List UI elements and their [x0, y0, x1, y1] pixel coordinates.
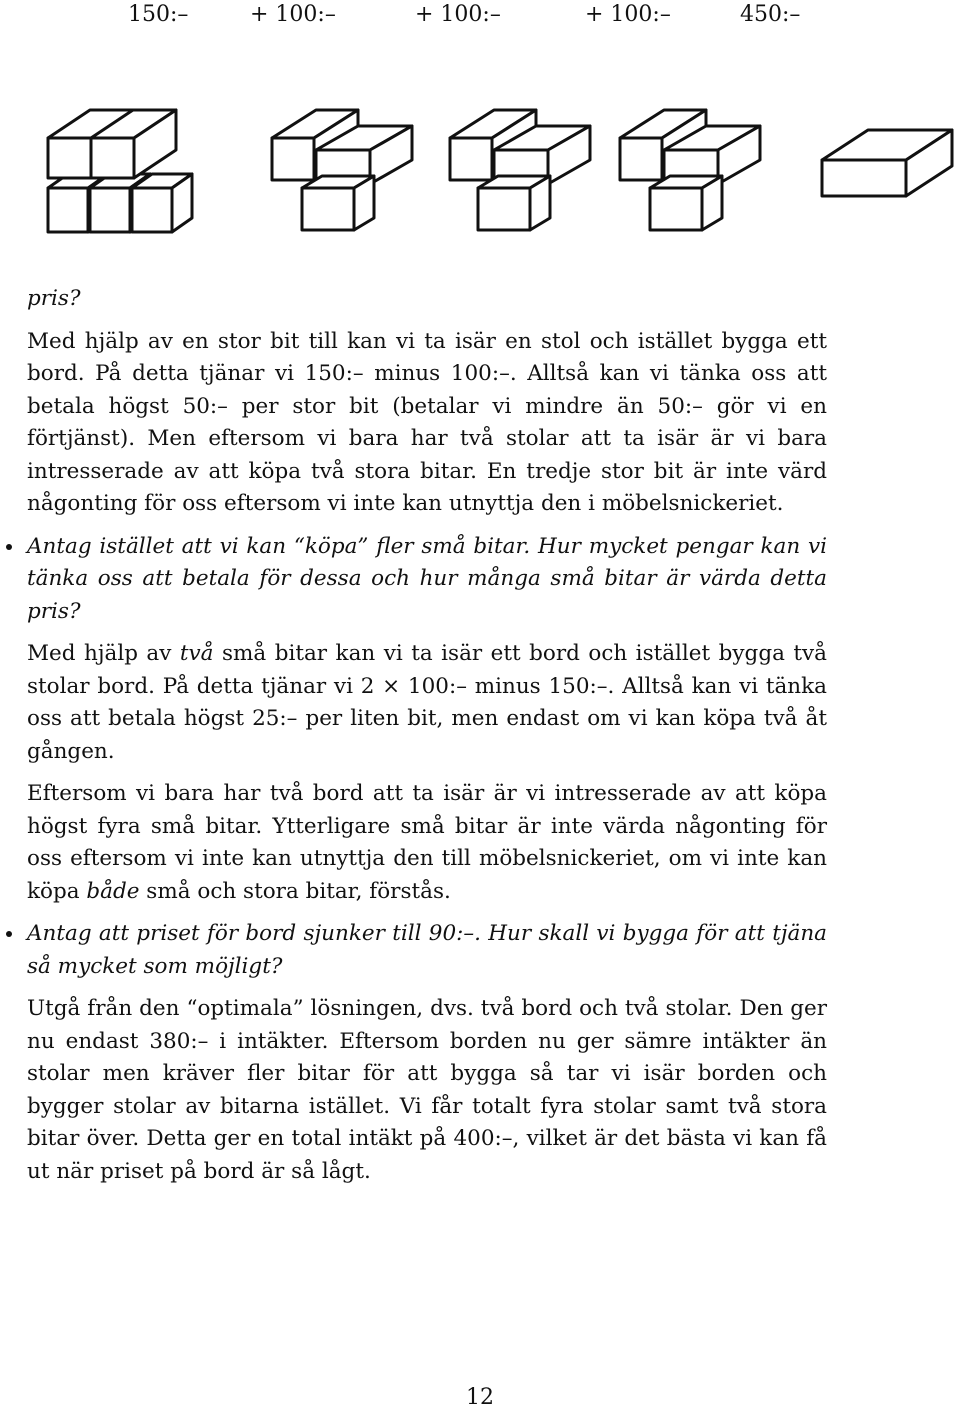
- price-addend-2: + 100:–: [415, 2, 501, 27]
- answer-paragraph-2: Med hjälp av två små bitar kan vi ta isär ett bord och istället bygga två stolar bord. På detta tjänar vi 2 × 100:– minus 150:–. Alltså kan vi tänka oss att betala högst 25:– per liten bit, men endast om vi kan köpa två åt gången.: [27, 641, 827, 764]
- question-3-text: Antag att priset för bord sjunker till 90:–. Hur skall vi bygga för att tjäna så mycket som möjligt?: [27, 921, 827, 979]
- bullet-dot: [6, 931, 12, 937]
- price-table: 150:–: [128, 2, 189, 27]
- bullet-dot: [6, 544, 12, 550]
- document-body: [27, 283, 827, 1188]
- emphasis-two: två: [179, 641, 214, 666]
- price-row: [0, 0, 960, 34]
- table-figure: [48, 110, 192, 232]
- answer-paragraph-1: Med hjälp av en stor bit till kan vi ta isär en stol och istället bygga ett bord. På detta tjänar vi 150:– minus 100:–. Alltså kan vi tänka oss att betala högst 50:– per stor bit (betalar vi mindre än 50:– gör vi en förtjänst). Men eftersom vi bara har två stolar att ta isär är vi bara intresserade av att köpa två stora bitar. En tredje stor bit är inte värd någonting för oss eftersom vi inte kan utnyttja den i möbelsnickeriet.: [27, 328, 827, 516]
- emphasis-both: både: [86, 878, 140, 904]
- bullet-question-3: [27, 918, 827, 983]
- chair-figure-2: [450, 110, 590, 230]
- answer-paragraph-4: Utgå från den “optimala” lösningen, dvs. två bord och två stolar. Den ger nu endast 380:– i intäkter. Eftersom borden nu ger sämre intäkter än stolar men kräver fler bitar för att bygga så tar vi isär borden och bygger stolar av bitarna istället. Vi får totalt fyra stolar samt två stora bitar över. Detta ger en total intäkt på 400:–, vilket är det bästa vi kan få ut när priset på bord är så lågt.: [27, 996, 827, 1184]
- answer-paragraph-3: Eftersom vi bara har två bord att ta isär är vi intresserade av att köpa högst fyra små bitar. Ytterligare små bitar är inte värda någonting för oss eftersom vi inte kan utnyttja den till möbelsnickeriet, om vi inte kan köpa både små och stora bitar, förstås.: [27, 781, 827, 904]
- chair-figure-3: [620, 110, 760, 230]
- question-tail: pris?: [27, 286, 81, 311]
- bullet-question-2: [27, 531, 827, 629]
- price-addend-1: + 100:–: [250, 2, 336, 27]
- question-2-text: Antag istället att vi kan “köpa” fler små bitar. Hur mycket pengar kan vi tänka oss att betala för dessa och hur många små bitar är värda detta pris?: [27, 533, 827, 624]
- chair-figure: [272, 110, 412, 230]
- price-total: 450:–: [740, 2, 801, 27]
- large-piece-figure: [822, 130, 952, 196]
- price-addend-3: + 100:–: [585, 2, 671, 27]
- building-blocks-figure: [0, 90, 960, 250]
- page-number: 12: [466, 1385, 494, 1410]
